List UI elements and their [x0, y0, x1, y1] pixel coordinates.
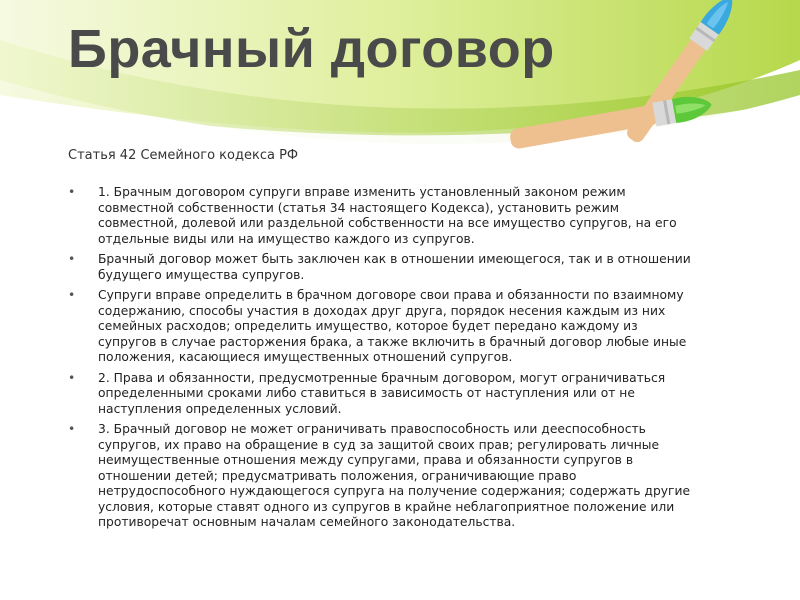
- paintbrush-green-icon: [508, 92, 713, 152]
- list-item: • 2. Права и обязанности, предусмотренные брачным договором, могут ограничиваться определенными сроками либо ставиться в зависимость от наступления или от не наступления определенных условий.: [98, 371, 698, 418]
- slide-title: Брачный договор: [68, 19, 555, 79]
- list-item: • 1. Брачным договором супруги вправе изменить установленный законом режим совместной собственности (статья 34 настоящего Кодекса), установить режим совместной, долевой или раздельной собственности на все имущество супругов, на его отдельные виды или на имущество каждого из супругов.: [98, 185, 698, 247]
- list-item: • Супруги вправе определить в брачном договоре свои права и обязанности по взаимному содержанию, способы участия в доходах друг друга, порядок несения каждым из них семейных расходов; определить имущество, которое будет передано каждому из супругов в случае расторжения брака, а также включить в брачный договор любые иные положения, касающиеся имущественных отношений супругов.: [98, 288, 698, 366]
- article-bullet-list: [68, 185, 698, 536]
- slide-subtitle: Статья 42 Семейного кодекса РФ: [68, 148, 299, 163]
- list-item: • Брачный договор может быть заключен как в отношении имеющегося, так и в отношении будущего имущества супругов.: [98, 252, 698, 283]
- list-item: • 3. Брачный договор не может ограничивать правоспособность или дееспособность супругов, их право на обращение в суд за защитой своих прав; регулировать личные неимущественные отношения между супругами, права и обязанности супругов в отношении детей; предусматривать положения, ограничивающие право нетрудоспособного нуждающегося супруга на получение содержания; содержать другие условия, которые ставят одного из супругов в крайне неблагоприятное положение или противоречат основным началам семейного законодательства.: [98, 422, 698, 531]
